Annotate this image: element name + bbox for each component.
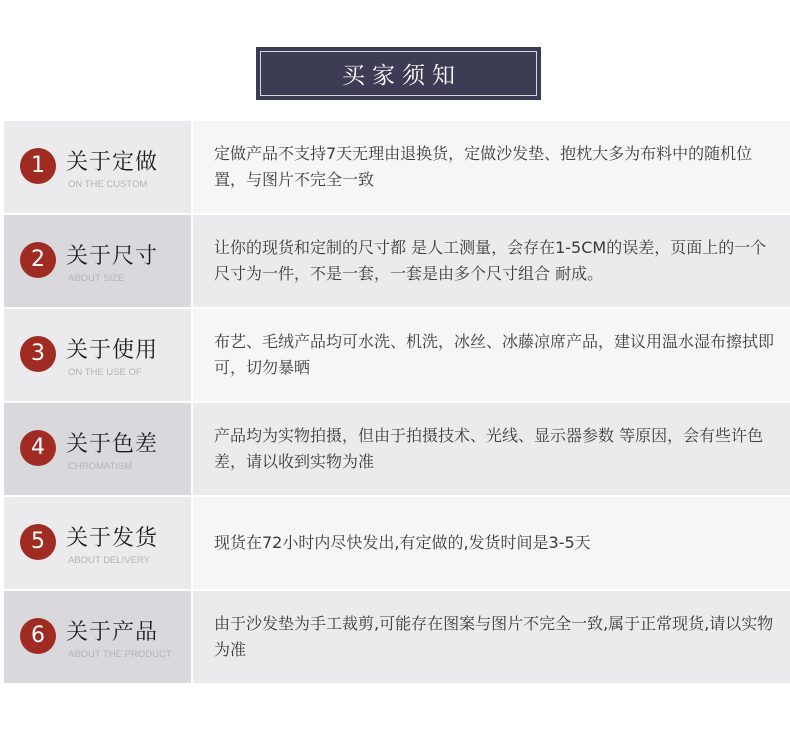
notice-row-usage: [4, 309, 790, 401]
number-badge: 1: [20, 148, 56, 184]
row-text-cell: [193, 215, 790, 307]
row-label-cell: [4, 121, 191, 213]
row-description: 产品均为实物拍摄，但由于拍摄技术、光线、显示器参数 等原因，会有些许色差，请以收到实物为准: [214, 426, 764, 471]
notice-title: 买家须知: [260, 51, 537, 96]
row-subtitle: ABOUT SIZE: [68, 273, 125, 284]
row-subtitle: ON THE USE OF: [68, 367, 142, 378]
row-label-cell: [4, 497, 191, 589]
notice-row-color: [4, 403, 790, 495]
number-badge: 4: [20, 430, 56, 466]
row-text-cell: [193, 121, 790, 213]
row-description: 布艺、毛绒产品均可水洗、机洗，冰丝、冰藤凉席产品，建议用温水湿布擦拭即可，切勿暴晒: [214, 332, 775, 377]
number-badge: 3: [20, 336, 56, 372]
row-text-cell: [193, 591, 790, 683]
row-subtitle: ON THE CUSTOM: [68, 179, 148, 190]
row-subtitle: CHROMATISM: [68, 461, 133, 472]
notice-row-delivery: [4, 497, 790, 589]
row-text-cell: [193, 309, 790, 401]
notice-row-custom: [4, 121, 790, 213]
notice-row-size: [4, 215, 790, 307]
number-badge: 6: [20, 618, 56, 654]
row-title: 关于色差: [66, 432, 159, 457]
number-badge: 5: [20, 524, 56, 560]
row-description: 让你的现货和定制的尺寸都 是人工测量，会存在1-5CM的误差，页面上的一个尺寸为一件，不是一套，一套是由多个尺寸组合 耐成。: [214, 238, 767, 283]
row-subtitle: ABOUT DELIVERY: [68, 555, 151, 566]
row-label-cell: [4, 309, 191, 401]
row-label-cell: [4, 403, 191, 495]
row-title: 关于尺寸: [66, 244, 159, 269]
notice-list: [4, 121, 790, 685]
row-subtitle: ABOUT THE PRODUCT: [68, 649, 172, 660]
notice-title-banner: [256, 47, 541, 100]
row-description: 由于沙发垫为手工裁剪,可能存在图案与图片不完全一致,属于正常现货,请以实物为准: [214, 614, 774, 659]
row-title: 关于产品: [66, 620, 159, 645]
row-title: 关于定做: [66, 150, 159, 175]
row-title: 关于发货: [66, 526, 159, 551]
row-description: 定做产品不支持7天无理由退换货，定做沙发垫、抱枕大多为布料中的随机位置，与图片不完全一致: [214, 144, 753, 189]
row-description: 现货在72小时内尽快发出,有定做的,发货时间是3-5天: [214, 533, 591, 552]
number-badge: 2: [20, 242, 56, 278]
row-label-cell: [4, 591, 191, 683]
row-title: 关于使用: [66, 338, 159, 363]
row-text-cell: [193, 497, 790, 589]
row-label-cell: [4, 215, 191, 307]
notice-row-product: [4, 591, 790, 683]
row-text-cell: [193, 403, 790, 495]
